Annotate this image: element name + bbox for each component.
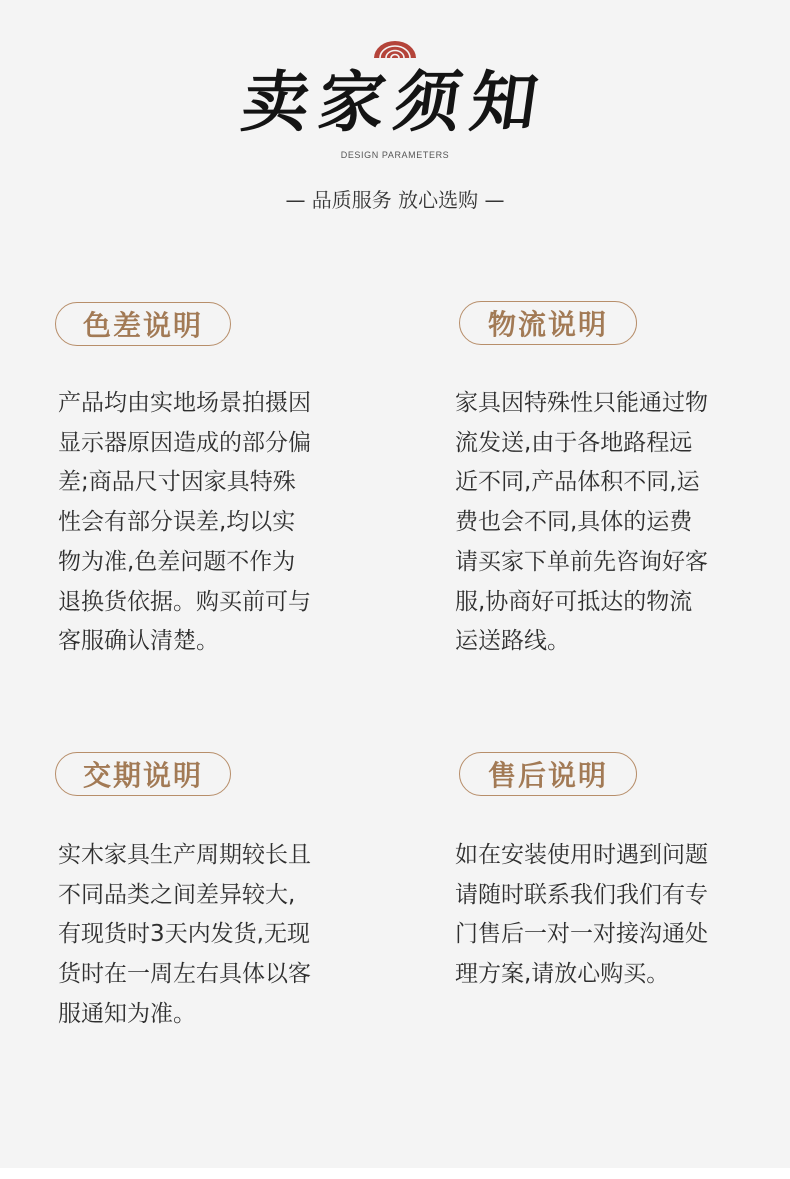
section-title-color-difference: 色差说明	[55, 302, 231, 346]
section-title-logistics: 物流说明	[459, 301, 637, 345]
page-title: 卖家须知	[237, 63, 553, 141]
section-title-after-sales: 售后说明	[459, 752, 637, 796]
section-title-delivery: 交期说明	[55, 752, 231, 796]
section-body-after-sales: 如在安装使用时遇到问题 请随时联系我们我们有专 门售后一对一对接沟通处 理方案,请放心购买。	[455, 842, 708, 988]
section-body-logistics: 家具因特殊性只能通过物 流发送,由于各地路程远 近不同,产品体积不同,运 费也会不同,具体的运费 请买家下单前先咨询好客 服,协商好可抵达的物流 运送路线。	[455, 390, 708, 655]
section-body-color-difference: 产品均由实地场景拍摄因 显示器原因造成的部分偏 差;商品尺寸因家具特殊 性会有部分误差,均以实 物为准,色差问题不作为 退换货依据。购买前可与 客服确认清楚。	[58, 390, 311, 655]
page-subtitle: DESIGN PARAMETERS	[340, 150, 450, 160]
tagline: — 品质服务 放心选购 —	[285, 188, 505, 212]
bottom-strip	[0, 1168, 790, 1179]
wave-cloud-icon	[372, 40, 418, 60]
section-body-delivery: 实木家具生产周期较长且 不同品类之间差异较大, 有现货时3天内发货,无现 货时在一周左右具体以客 服通知为准。	[58, 842, 311, 1027]
